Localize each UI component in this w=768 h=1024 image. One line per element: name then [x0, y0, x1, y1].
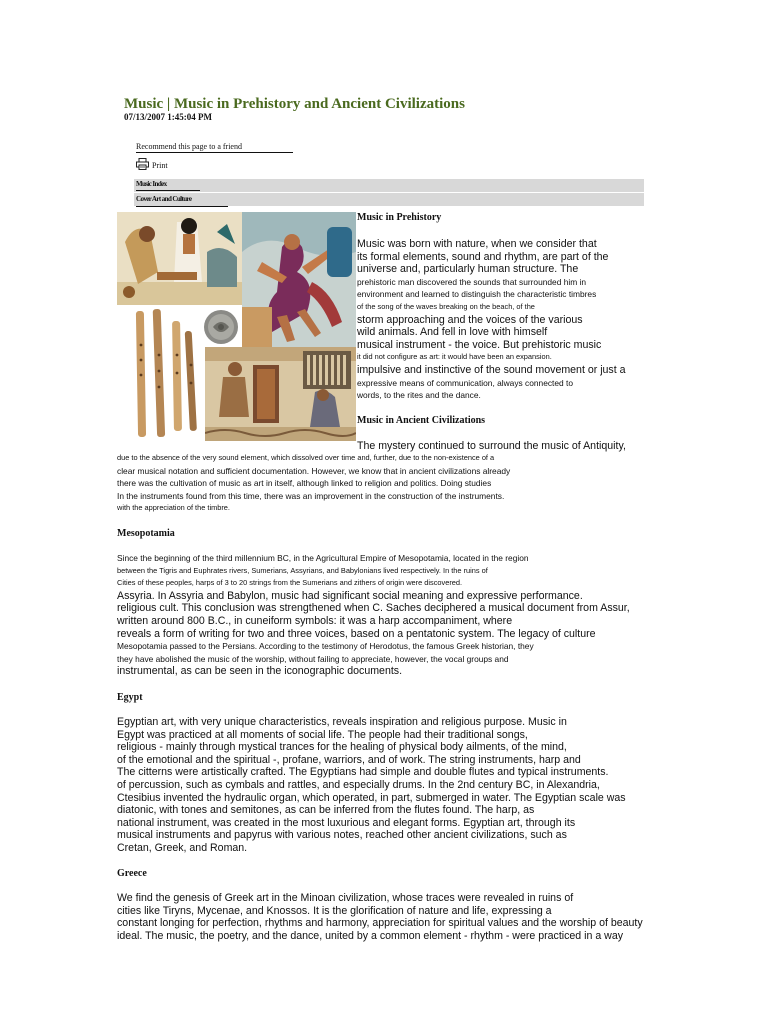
text-line: universe and, particularly human structure. The	[357, 263, 579, 276]
text-line: Egypt was practiced at all moments of social life. The people had their traditional songs,	[117, 728, 528, 741]
text-line: storm approaching and the voices of the various	[357, 313, 583, 326]
text-line: there was the cultivation of music as art in itself, although linked to religion and politics. Doing studies	[117, 478, 492, 489]
text-line: religious cult. This conclusion was strengthened when C. Saches deciphered a musical document from Assur,	[117, 602, 630, 615]
text-line: We find the genesis of Greek art in the Minoan civilization, whose traces were revealed in ruins of	[117, 892, 574, 904]
page-title: Music | Music in Prehistory and Ancient Civilizations	[124, 96, 465, 112]
text-line: they have abolished the music of the worship, without failing to appreciate, however, the vocal groups and	[117, 653, 509, 664]
text-line: ideal. The music, the poetry, and the dance, united by a common element - rhythm - were practiced in a way	[117, 929, 624, 942]
text-line: of percussion, such as cymbals and rattles, and especially drums. In the 2nd century BC, in Alexandria,	[117, 778, 600, 791]
text-line: reveals a form of writing for two and three voices, based on a pentatonic system. The legacy of culture	[117, 627, 596, 640]
etruscan-dancer-image	[242, 212, 356, 347]
print-button[interactable]	[136, 158, 168, 170]
text-line: its formal elements, sound and rhythm, are part of the	[357, 250, 609, 263]
text-line: Cretan, Greek, and Roman.	[117, 841, 248, 854]
text-line: Egyptian art, with very unique characteristics, reveals inspiration and religious purpose. Music in	[117, 716, 567, 728]
text-line: Cities of these peoples, harps of 3 to 20 strings from the Sumerians and zithers of origin were discovered.	[117, 578, 463, 588]
greece-heading: Greece	[117, 868, 147, 879]
text-line: written around 800 B.C., in cuneiform symbols: it was a harp accompaniment, where	[117, 614, 513, 627]
ancient-heading: Music in Ancient Civilizations	[357, 415, 486, 426]
image-collage	[117, 212, 356, 441]
text-line: The citterns were artistically crafted. The Egyptians had simple and double flutes and typical instruments.	[117, 766, 609, 779]
text-line: prehistoric man discovered the sounds that surrounded him in	[357, 276, 587, 287]
text-line: In the instruments found from this time, there was an improvement in the construction of the instruments.	[117, 490, 505, 501]
text-line: Ctesibius invented the hydraulic organ, which operated, in part, submerged in water. The Egyptian scale was	[117, 791, 626, 804]
cover-link[interactable]: Cover Art and Culture	[136, 193, 228, 207]
text-line: constant longing for perfection, rhythms and harmony, appreciation for spiritual values and the worship of beauty	[117, 917, 643, 930]
prehistory-heading: Music in Prehistory	[357, 212, 442, 223]
egyptian-fresco-image	[117, 212, 242, 305]
ancient-body	[117, 452, 510, 515]
ancient-coin-image	[201, 305, 242, 347]
text-line: due to the absence of the very sound element, which dissolved over time and, further, due to the non-existence of a	[117, 453, 495, 462]
music-index-link[interactable]: Music Index	[136, 179, 200, 191]
text-line: religious - mainly through mystical trances for the healing of physical body ailments, of the mind,	[117, 741, 567, 754]
text-line: clear musical notation and sufficient documentation. However, we know that in ancient civilizations already	[117, 465, 511, 476]
text-line: of the emotional and the spiritual -, profane, warriors, and of work. The string instruments, harp and	[117, 753, 581, 766]
egypt-body	[117, 716, 626, 855]
text-line: words, to the rites and the dance.	[357, 390, 481, 401]
text-line: diatonic, with tones and semitones, as can be inferred from the flutes found. The harp, as	[117, 804, 535, 817]
text-line: between the Tigris and Euphrates rivers, Sumerians, Assyrians, and Babylonians lived respectively. In the ruins of	[117, 565, 488, 575]
text-line: Since the beginning of the third millennium BC, in the Agricultural Empire of Mesopotamia, located in the region	[117, 553, 529, 563]
text-line: of the song of the waves breaking on the beach, of the	[357, 301, 535, 311]
datestamp: 07/13/2007 1:45:04 PM	[124, 112, 212, 122]
printer-icon	[136, 158, 149, 170]
egypt-heading: Egypt	[117, 692, 143, 703]
text-line: Mesopotamia passed to the Persians. According to the testimony of Herodotus, the famous Greek historian, they	[117, 641, 534, 652]
text-line: it did not configure as art: it would have been an expansion.	[357, 352, 552, 362]
text-line: instrumental, as can be seen in the iconographic documents.	[117, 665, 403, 678]
text-line: environment and learned to distinguish the characteristic timbres	[357, 289, 597, 300]
text-line: musical instrument - the voice. But prehistoric music	[357, 338, 602, 351]
text-line: musical instruments and papyrus with various notes, reached other ancient civilizations, such as	[117, 829, 567, 842]
prehistory-body	[357, 238, 626, 402]
text-line: with the appreciation of the timbre.	[117, 503, 230, 513]
roman-mosaic-organ-image	[205, 347, 356, 441]
ancient-flutes-image	[117, 305, 205, 441]
greece-body	[117, 892, 643, 942]
mesopotamia-body	[117, 552, 630, 678]
nav-bar-music-index	[134, 179, 644, 192]
recommend-link[interactable]: Recommend this page to a friend	[136, 142, 293, 153]
text-line: expressive means of communication, always connected to	[357, 377, 573, 388]
text-line: Assyria. In Assyria and Babylon, music had significant social meaning and expressive performance.	[117, 589, 583, 602]
text-line: Music was born with nature, when we consider that	[357, 238, 597, 250]
ancient-first-line: The mystery continued to surround the music of Antiquity,	[357, 440, 626, 452]
print-label: Print	[152, 161, 168, 170]
nav-bar-cover	[134, 193, 644, 206]
text-line: national instrument, was created in the most luxurious and elegant forms. Egyptian art, through its	[117, 816, 576, 829]
text-line: wild animals. And fell in love with himself	[357, 326, 548, 339]
mesopotamia-heading: Mesopotamia	[117, 528, 175, 539]
text-line: cities like Tiryns, Mycenae, and Knossos. It is the glorification of nature and life, expressing a	[117, 904, 552, 917]
text-line: impulsive and instinctive of the sound movement or just a	[357, 363, 626, 376]
